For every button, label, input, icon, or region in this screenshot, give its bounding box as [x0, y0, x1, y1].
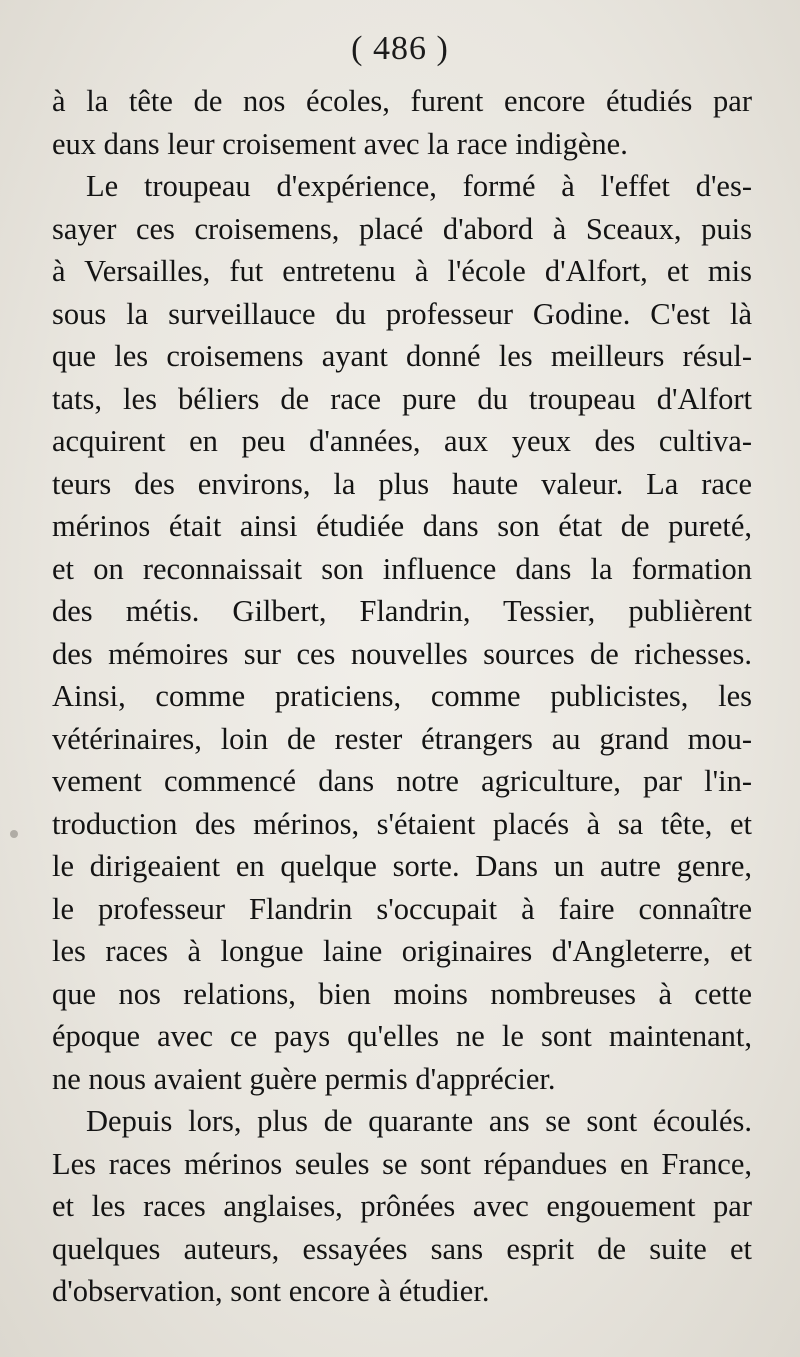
- text-line: Depuis lors, plus de quarante ans se sont écoulés.: [86, 1104, 752, 1138]
- text-line: le dirigeaient en quelque sorte. Dans un autre genre,: [52, 849, 752, 883]
- text-line: acquirent en peu d'années, aux yeux des cultiva-: [52, 424, 752, 458]
- text-line: et les races anglaises, prônées avec engouement par: [52, 1189, 752, 1223]
- text-line: vement commencé dans notre agriculture, par l'in-: [52, 764, 752, 798]
- text-line: des métis. Gilbert, Flandrin, Tessier, publièrent: [52, 594, 752, 628]
- text-line: mérinos était ainsi étudiée dans son état de pureté,: [52, 509, 752, 543]
- text-line: le professeur Flandrin s'occupait à faire connaître: [52, 891, 752, 926]
- text-line: à Versailles, fut entretenu à l'école d'Alfort, et mis: [52, 254, 752, 288]
- text-line: troduction des mérinos, s'étaient placés à sa tête, et: [52, 806, 752, 841]
- text-line: eux dans leur croisement avec la race indigène.: [52, 126, 628, 161]
- text-line: tats, les béliers de race pure du troupeau d'Alfort: [52, 381, 752, 416]
- paragraph: [52, 80, 752, 165]
- page-number: ( 486 ): [351, 30, 449, 67]
- text-line: que nos relations, bien moins nombreuses à cette: [52, 976, 752, 1011]
- body-text: [52, 80, 752, 1313]
- text-line: sayer ces croisemens, placé d'abord à Sceaux, puis: [52, 211, 752, 246]
- text-line: époque avec ce pays qu'elles ne le sont maintenant,: [52, 1019, 752, 1053]
- text-line: vétérinaires, loin de rester étrangers au grand mou-: [52, 721, 752, 756]
- text-line: teurs des environs, la plus haute valeur. La race: [52, 466, 752, 501]
- text-line: d'observation, sont encore à étudier.: [52, 1274, 490, 1308]
- text-line: à la tête de nos écoles, furent encore étudiés par: [52, 84, 752, 118]
- paragraph: [52, 165, 752, 1100]
- text-line: les races à longue laine originaires d'Angleterre, et: [52, 934, 752, 968]
- text-line: Les races mérinos seules se sont répandues en France,: [52, 1146, 752, 1181]
- text-line: sous la surveillauce du professeur Godine. C'est là: [52, 296, 752, 331]
- text-line: Le troupeau d'expérience, formé à l'effet d'es-: [86, 169, 752, 203]
- text-line: quelques auteurs, essayées sans esprit de suite et: [52, 1231, 752, 1266]
- text-line: que les croisemens ayant donné les meilleurs résul-: [52, 339, 752, 373]
- text-line: ne nous avaient guère permis d'apprécier.: [52, 1061, 556, 1096]
- text-line: et on reconnaissait son influence dans la formation: [52, 551, 752, 586]
- margin-ink-spot: [10, 830, 18, 838]
- paragraph: [52, 1100, 752, 1313]
- text-line: Ainsi, comme praticiens, comme publicistes, les: [52, 679, 752, 713]
- text-line: des mémoires sur ces nouvelles sources de richesses.: [52, 636, 752, 671]
